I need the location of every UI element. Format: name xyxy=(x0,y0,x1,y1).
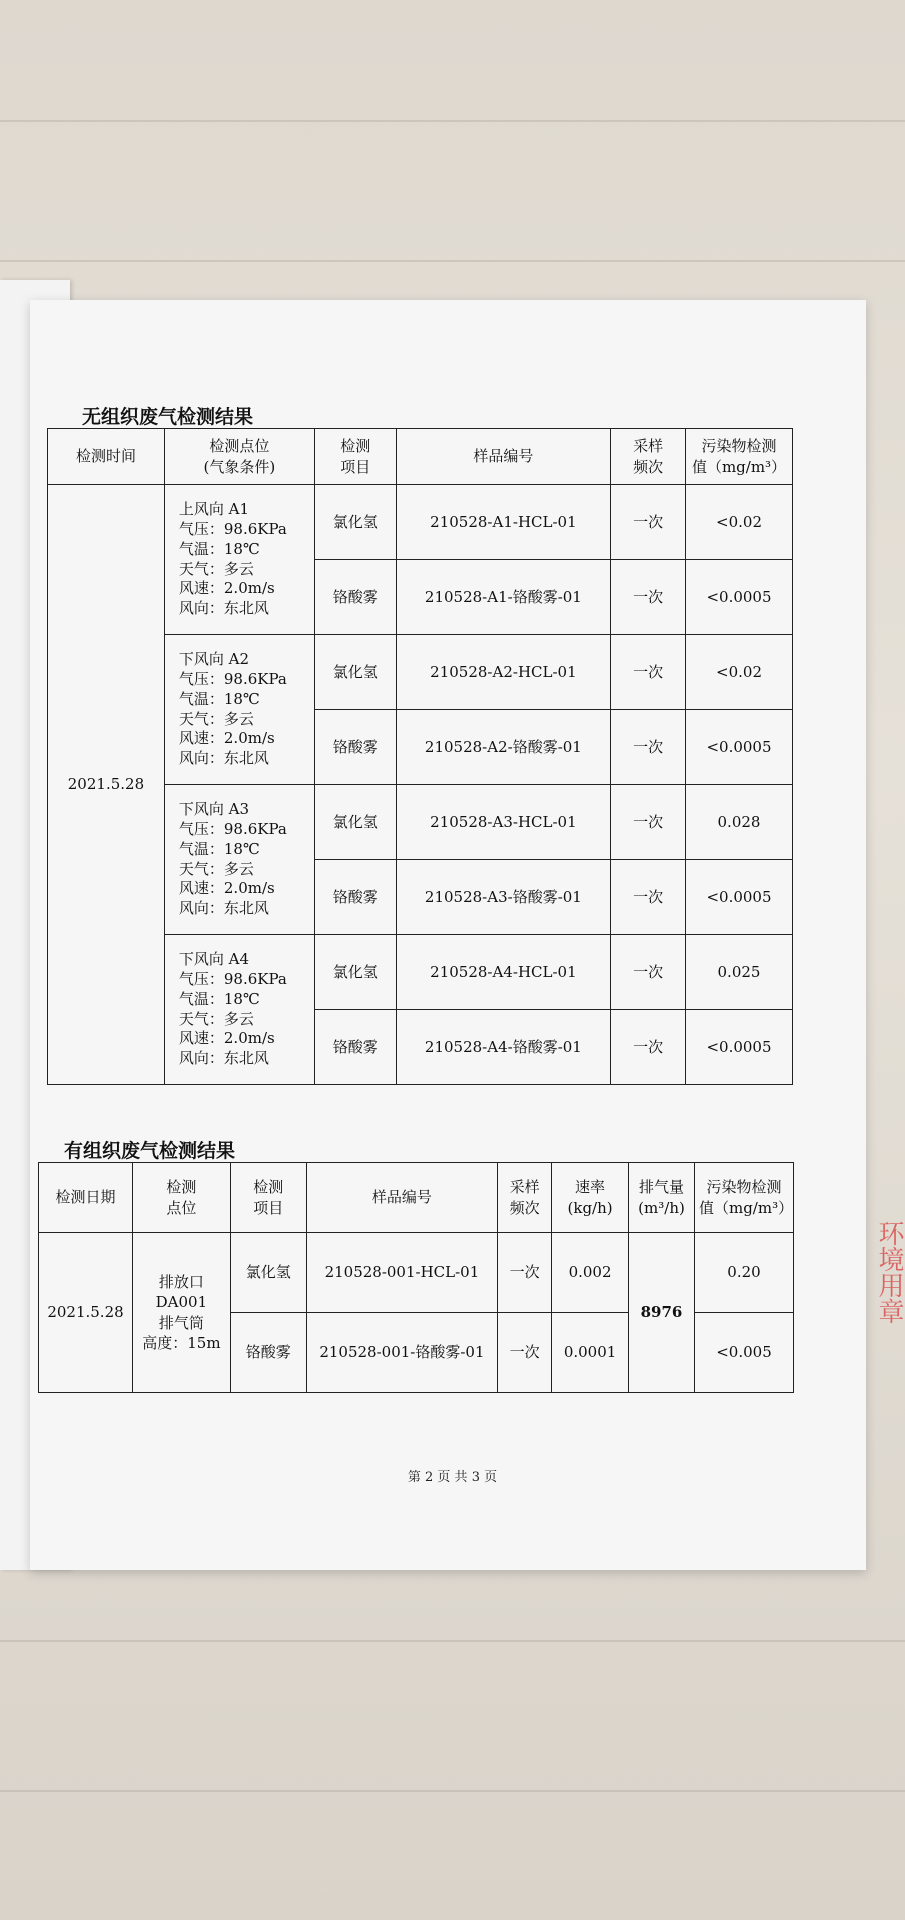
value-cell: <0.0005 xyxy=(686,560,793,635)
red-seal-stamp: 环境用章 xyxy=(874,1220,904,1324)
point-conditions-cell xyxy=(164,935,314,1085)
point-line: 排放口 xyxy=(158,1273,204,1291)
header-item: 检测 项目 xyxy=(314,429,396,485)
sample-id-cell: 210528-A1-铬酸雾-01 xyxy=(396,560,611,635)
item-cell: 铬酸雾 xyxy=(314,1010,396,1085)
sample-id-cell: 210528-A3-HCL-01 xyxy=(396,785,611,860)
header-frequency: 采样 频次 xyxy=(498,1163,552,1233)
frequency-cell: 一次 xyxy=(611,935,686,1010)
condition-line: 风速：2.0m/s xyxy=(178,729,275,748)
value-cell: <0.0005 xyxy=(686,860,793,935)
header-flow: 排气量 (m³/h) xyxy=(629,1163,695,1233)
header-point: 检测 点位 xyxy=(132,1163,230,1233)
item-cell: 铬酸雾 xyxy=(314,860,396,935)
condition-line: 气温：18℃ xyxy=(178,539,260,558)
condition-line: 下风向 A4 xyxy=(178,950,250,969)
value-cell: <0.0005 xyxy=(686,710,793,785)
rate-cell: 0.002 xyxy=(552,1233,629,1313)
frequency-cell: 一次 xyxy=(611,785,686,860)
value-cell: <0.005 xyxy=(694,1313,793,1393)
sample-id-cell: 210528-A2-HCL-01 xyxy=(396,635,611,710)
condition-line: 风速：2.0m/s xyxy=(178,579,275,598)
sample-id-cell: 210528-001-铬酸雾-01 xyxy=(306,1313,498,1393)
item-cell: 氯化氢 xyxy=(230,1233,306,1313)
condition-line: 天气：多云 xyxy=(178,709,254,728)
point-conditions-cell xyxy=(164,785,314,935)
point-line: DA001 xyxy=(155,1293,208,1312)
frequency-cell: 一次 xyxy=(611,1010,686,1085)
unorganized-emission-table xyxy=(47,428,793,1085)
section1-title: 无组织废气检测结果 xyxy=(82,406,254,428)
condition-line: 天气：多云 xyxy=(178,859,254,878)
sample-id-cell: 210528-A2-铬酸雾-01 xyxy=(396,710,611,785)
item-cell: 氯化氢 xyxy=(314,635,396,710)
item-cell: 氯化氢 xyxy=(314,485,396,560)
condition-line: 上风向 A1 xyxy=(178,500,250,519)
date-cell: 2021.5.28 xyxy=(48,485,165,1085)
item-cell: 氯化氢 xyxy=(314,935,396,1010)
frequency-cell: 一次 xyxy=(611,560,686,635)
header-time: 检测时间 xyxy=(48,429,165,485)
page-footer: 第 2 页 共 3 页 xyxy=(407,1470,498,1485)
header-sample: 样品编号 xyxy=(396,429,611,485)
organized-emission-table xyxy=(38,1162,794,1393)
condition-line: 气压：98.6KPa xyxy=(178,819,287,838)
flow-cell: 8976 xyxy=(629,1233,695,1393)
condition-line: 气温：18℃ xyxy=(178,839,260,858)
header-item: 检测 项目 xyxy=(230,1163,306,1233)
item-cell: 铬酸雾 xyxy=(230,1313,306,1393)
sample-id-cell: 210528-A4-铬酸雾-01 xyxy=(396,1010,611,1085)
condition-line: 气温：18℃ xyxy=(178,689,260,708)
header-point: 检测点位 (气象条件) xyxy=(164,429,314,485)
point-conditions-cell xyxy=(164,635,314,785)
value-cell: 0.20 xyxy=(694,1233,793,1313)
item-cell: 铬酸雾 xyxy=(314,560,396,635)
rate-cell: 0.0001 xyxy=(552,1313,629,1393)
sample-id-cell: 210528-A3-铬酸雾-01 xyxy=(396,860,611,935)
sample-id-cell: 210528-A1-HCL-01 xyxy=(396,485,611,560)
frequency-cell: 一次 xyxy=(611,485,686,560)
condition-line: 风向：东北风 xyxy=(178,749,269,768)
header-frequency: 采样 频次 xyxy=(611,429,686,485)
point-line: 高度：15m xyxy=(142,1333,221,1352)
item-cell: 氯化氢 xyxy=(314,785,396,860)
condition-line: 气温：18℃ xyxy=(178,989,260,1008)
sample-id-cell: 210528-A4-HCL-01 xyxy=(396,935,611,1010)
frequency-cell: 一次 xyxy=(498,1313,552,1393)
condition-line: 风向：东北风 xyxy=(178,1049,269,1068)
condition-line: 气压：98.6KPa xyxy=(178,519,287,538)
condition-line: 下风向 A3 xyxy=(178,800,250,819)
frequency-cell: 一次 xyxy=(611,860,686,935)
sample-id-cell: 210528-001-HCL-01 xyxy=(306,1233,498,1313)
frequency-cell: 一次 xyxy=(611,710,686,785)
condition-line: 风向：东北风 xyxy=(178,899,269,918)
section2-title: 有组织废气检测结果 xyxy=(64,1140,236,1162)
header-sample: 样品编号 xyxy=(306,1163,498,1233)
point-line: 排气筒 xyxy=(158,1313,204,1332)
header-value: 污染物检测 值（mg/m³） xyxy=(694,1163,793,1233)
item-cell: 铬酸雾 xyxy=(314,710,396,785)
condition-line: 气压：98.6KPa xyxy=(178,669,287,688)
point-conditions-cell xyxy=(164,485,314,635)
value-cell: <0.02 xyxy=(686,635,793,710)
date-cell: 2021.5.28 xyxy=(39,1233,133,1393)
value-cell: 0.025 xyxy=(686,935,793,1010)
header-rate: 速率 (kg/h) xyxy=(552,1163,629,1233)
condition-line: 天气：多云 xyxy=(178,559,254,578)
value-cell: 0.028 xyxy=(686,785,793,860)
condition-line: 气压：98.6KPa xyxy=(178,969,287,988)
table-row xyxy=(48,485,793,560)
value-cell: <0.02 xyxy=(686,485,793,560)
header-date: 检测日期 xyxy=(39,1163,133,1233)
value-cell: <0.0005 xyxy=(686,1010,793,1085)
frequency-cell: 一次 xyxy=(611,635,686,710)
condition-line: 风向：东北风 xyxy=(178,599,269,618)
condition-line: 风速：2.0m/s xyxy=(178,1029,275,1048)
header-value: 污染物检测 值（mg/m³） xyxy=(686,429,793,485)
condition-line: 风速：2.0m/s xyxy=(178,879,275,898)
frequency-cell: 一次 xyxy=(498,1233,552,1313)
condition-line: 下风向 A2 xyxy=(178,650,250,669)
table-row xyxy=(39,1233,794,1313)
point-cell xyxy=(132,1233,230,1393)
condition-line: 天气：多云 xyxy=(178,1009,254,1028)
